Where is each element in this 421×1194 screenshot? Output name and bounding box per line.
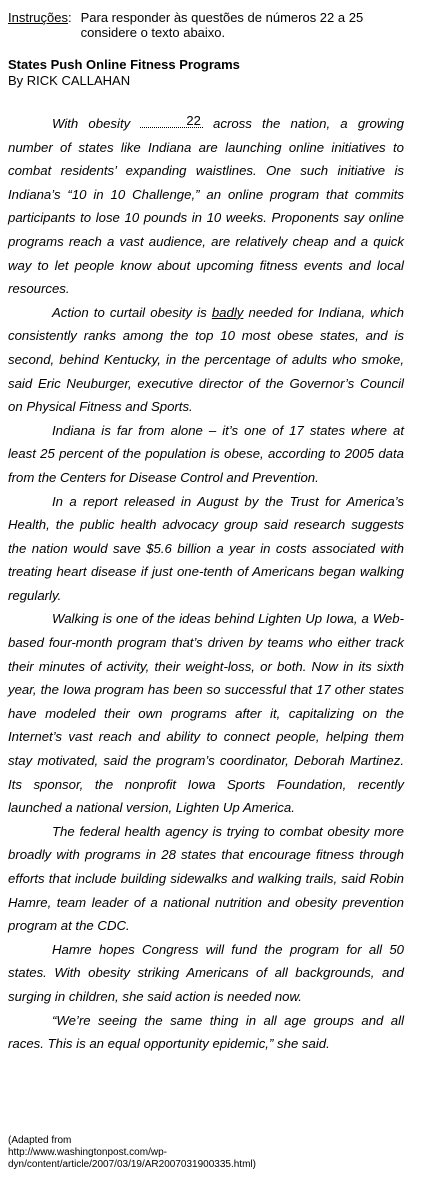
question-blank-22: 22 bbox=[140, 114, 202, 128]
article-title: States Push Online Fitness Programs bbox=[8, 57, 240, 72]
paragraph-1 bbox=[8, 112, 404, 301]
instructions-label: Instruções bbox=[8, 10, 68, 25]
paragraph-1-rest: across the nation, a growing number of states like Indiana are launching online initiatives to combat residents’ expanding waistlines. One such initiative is Indiana’s “10 in 10 Challenge,” an online program that commits participants to lose 10 pounds in 10 weeks. Proponents say online programs reach a vast audience, are relatively cheap and a quick way to let people know about upcoming fitness events and local resources. bbox=[8, 116, 404, 297]
article-body bbox=[8, 112, 404, 1056]
paragraph-3: Indiana is far from alone – it’s one of 17 states where at least 25 percent of the population is obese, according to 2005 data from the Centers for Disease Control and Prevention. bbox=[8, 422, 404, 485]
paragraph-2 bbox=[8, 301, 404, 419]
paragraph-5: Walking is one of the ideas behind Lighten Up Iowa, a Web-based four-month program that’s driven by teams who either track their minutes of activity, their weight-loss, or both. Now in its sixth year, the Iowa program has been so successful that 17 other states have modeled their own programs after it, capitalizing on the Internet’s vast reach and ability to connect people, helping them stay motivated, said the program’s coordinator, Deborah Martinez. Its sponsor, the nonprofit Iowa Sports Foundation, recently launched a national version, Lighten Up America. bbox=[8, 611, 404, 816]
paragraph-2-rest: needed for Indiana, which consistently ranks among the top 10 most obese states, and is second, behind Kentucky, in the percentage of adults who smoke, said Eric Neuburger, executive director of the Governor’s Council on Physical Fitness and Sports. bbox=[8, 304, 404, 415]
source-citation bbox=[8, 1135, 418, 1171]
paragraph-1-start: With obesity bbox=[52, 116, 141, 131]
instructions bbox=[8, 10, 418, 40]
instructions-colon: : bbox=[67, 10, 72, 25]
source-url-line-2: dyn/content/article/2007/03/19/AR2007031900335.html) bbox=[8, 1159, 256, 1170]
source-url-line-1: http://www.washingtonpost.com/wp- bbox=[8, 1147, 167, 1158]
paragraph-2-start: Action to curtail obesity is bbox=[52, 304, 212, 320]
paragraph-4: In a report released in August by the Trust for America’s Health, the public health advocacy group said research suggests the nation would save $5.6 billion a year in costs associated with treating heart disease if just one-tenth of Americans began walking regularly. bbox=[8, 493, 404, 603]
underlined-word-badly: badly bbox=[211, 304, 244, 320]
paragraph-8: “We’re seeing the same thing in all age groups and all races. This is an equal opportunity epidemic,” she said. bbox=[8, 1012, 404, 1052]
paragraph-6: The federal health agency is trying to combat obesity more broadly with programs in 28 states that encourage fitness through efforts that include building sidewalks and walking trails, said Robin Hamre, team leader of a national nutrition and obesity prevention program at the CDC. bbox=[8, 823, 404, 934]
article-byline: By RICK CALLAHAN bbox=[8, 73, 131, 88]
instructions-text: Para responder às questões de números 22 a 25 considere o texto abaixo. bbox=[80, 10, 364, 40]
source-line-1: (Adapted from bbox=[8, 1135, 72, 1146]
paragraph-7: Hamre hopes Congress will fund the program for all 50 states. With obesity striking Americans of all backgrounds, and surging in children, she said action is needed now. bbox=[8, 941, 404, 1004]
